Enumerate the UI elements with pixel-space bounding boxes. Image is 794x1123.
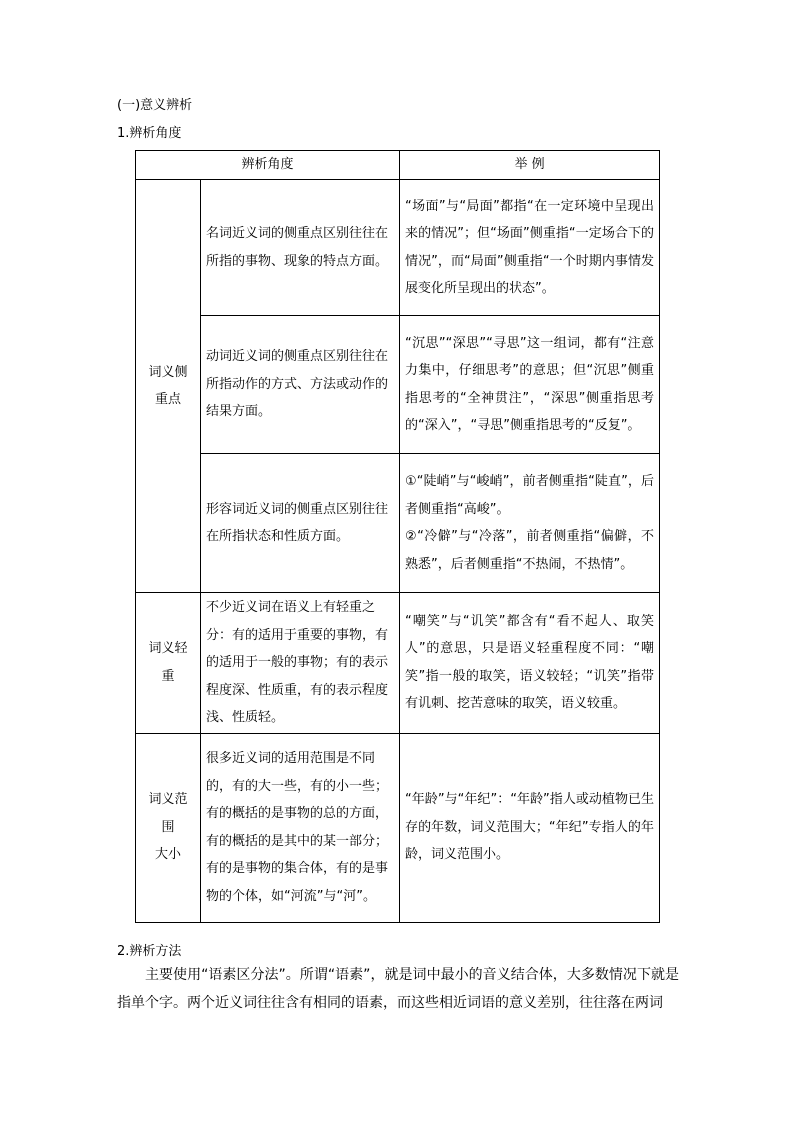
table-header-row — [136, 151, 660, 180]
category-cell — [136, 180, 201, 593]
example-text: “嘲笑”与“讥笑”都含有“看不起人、取笑人”的意思，只是语义轻重程度不同：“嘲笑”指一般的取笑，语义较轻；“讥笑”指带有讥刺、挖苦意味的取笑，语义较重。 — [405, 613, 655, 712]
subsection-title-angles: 1.辨析角度 — [117, 126, 182, 141]
description-cell: 形容词近义词的侧重点区别往往在所指状态和性质方面。 — [201, 454, 400, 593]
description-cell: 很多近义词的适用范围是不同的，有的大一些，有的小一些；有的概括的是事物的总的方面，有的概括的是其中的某一部分；有的是事物的集合体，有的是事物的个体，如“河流”与“河”。 — [201, 733, 400, 922]
example-text: ②“冷僻”与“冷落”，前者侧重指“偏僻，不熟悉”，后者侧重指“不热闹，不热情”。 — [405, 529, 655, 572]
category-line: 词义侧 — [148, 364, 188, 380]
section-title: (一)意义辨析 — [117, 98, 193, 113]
table-row — [136, 733, 660, 922]
header-angle: 辨析角度 — [136, 151, 400, 180]
description-cell: 不少近义词在语义上有轻重之分：有的适用于重要的事物，有的适用于一般的事物；有的表示程度深、性质重，有的表示程度浅、性质轻。 — [201, 593, 400, 734]
comparison-table — [135, 150, 660, 923]
description-cell: 动词近义词的侧重点区别往往在所指动作的方式、方法或动作的结果方面。 — [201, 316, 400, 454]
example-cell — [400, 180, 660, 316]
header-example: 举 例 — [400, 151, 660, 180]
body-paragraph: 主要使用“语素区分法”。所谓“语素”，就是词中最小的音义结合体，大多数情况下就是指单个字。两个近义词往往含有相同的语素，而这些相近词语的意义差别，往往落在两词 — [117, 967, 679, 1011]
category-line: 词义轻 — [148, 641, 188, 657]
category-cell — [136, 593, 201, 734]
example-text: ①“陡峭”与“峻峭”，前者侧重指“陡直”，后者侧重指“高峻”。 — [405, 474, 655, 517]
category-line: 围 — [161, 819, 175, 835]
category-cell — [136, 733, 201, 922]
example-text: “沉思”“深思”“寻思”这一组词，都有“注意力集中，仔细思考”的意思；但“沉思”侧重指思考的“全神贯注”，“深思”侧重指思考的“深入”，“寻思”侧重指思考的“反复”。 — [405, 335, 655, 433]
category-line: 重点 — [154, 392, 181, 407]
subsection-title-methods: 2.辨析方法 — [117, 944, 182, 959]
category-line: 大小 — [154, 847, 181, 863]
example-text: “场面”与“局面”都指“在一定环境中呈现出来的情况”；但“场面”侧重指“一定场合下的情况”，而“局面”侧重指“一个时期内事情发展变化所呈现出的状态”。 — [405, 198, 655, 296]
table-row — [136, 593, 660, 734]
example-cell — [400, 733, 660, 922]
example-cell — [400, 593, 660, 734]
table-row — [136, 454, 660, 593]
description-cell: 名词近义词的侧重点区别往往在所指的事物、现象的特点方面。 — [201, 180, 400, 316]
example-cell — [400, 454, 660, 593]
example-cell — [400, 316, 660, 454]
category-line: 重 — [161, 668, 175, 684]
example-text: “年龄”与“年纪”：“年龄”指人或动植物已生存的年数，词义范围大；“年纪”专指人的年龄，词义范围小。 — [405, 792, 655, 863]
table-row — [136, 316, 660, 454]
category-line: 词义范 — [148, 792, 188, 808]
table-row — [136, 180, 660, 316]
